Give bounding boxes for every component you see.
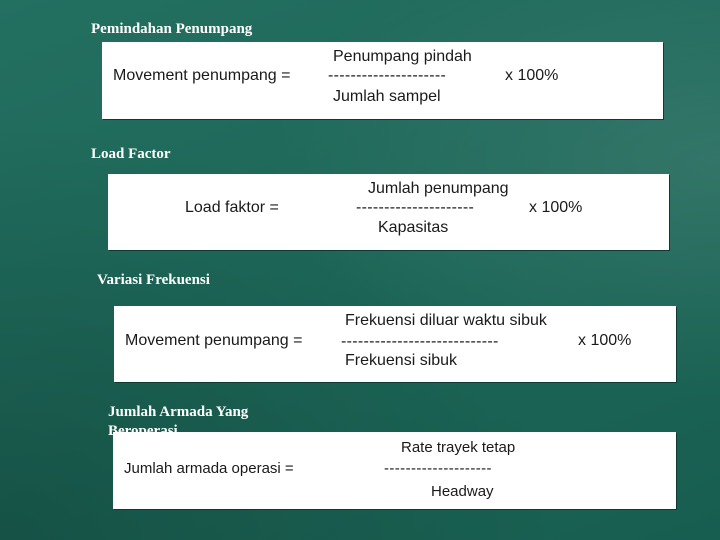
section-heading-jumlah-armada: Jumlah Armada Yang Beroperasi xyxy=(108,404,249,439)
formula-numerator: Penumpang pindah xyxy=(333,48,472,65)
formula-lhs: Movement penumpang = xyxy=(113,67,291,84)
formula-multiplier: x 100% xyxy=(578,332,632,349)
section-heading-pemindahan-penumpang: Pemindahan Penumpang xyxy=(91,21,253,37)
formula-denominator: Jumlah sampel xyxy=(333,88,441,105)
formula-denominator: Frekuensi sibuk xyxy=(345,352,458,369)
formula-lhs: Jumlah armada operasi = xyxy=(124,460,294,477)
formula-box-pemindahan-penumpang xyxy=(102,42,663,119)
formula-numerator: Rate trayek tetap xyxy=(401,439,516,456)
fraction-line: --------------------- xyxy=(356,199,475,216)
fraction-line: -------------------- xyxy=(384,460,492,477)
fraction-line: ---------------------------- xyxy=(341,333,499,350)
formula-denominator: Kapasitas xyxy=(378,219,449,236)
formula-lhs: Movement penumpang = xyxy=(125,332,303,349)
formula-multiplier: x 100% xyxy=(529,199,583,216)
formula-multiplier: x 100% xyxy=(505,67,559,84)
formula-lhs: Load faktor = xyxy=(185,199,279,216)
formula-box-jumlah-armada xyxy=(113,432,676,509)
formula-numerator: Jumlah penumpang xyxy=(368,180,509,197)
formula-denominator: Headway xyxy=(431,483,494,500)
section-heading-variasi-frekuensi: Variasi Frekuensi xyxy=(97,272,210,288)
formula-box-load-factor xyxy=(108,174,669,250)
fraction-line: --------------------- xyxy=(328,67,447,84)
formula-numerator: Frekuensi diluar waktu sibuk xyxy=(345,312,547,329)
formula-box-variasi-frekuensi xyxy=(114,306,676,382)
section-heading-load-factor: Load Factor xyxy=(91,146,171,162)
